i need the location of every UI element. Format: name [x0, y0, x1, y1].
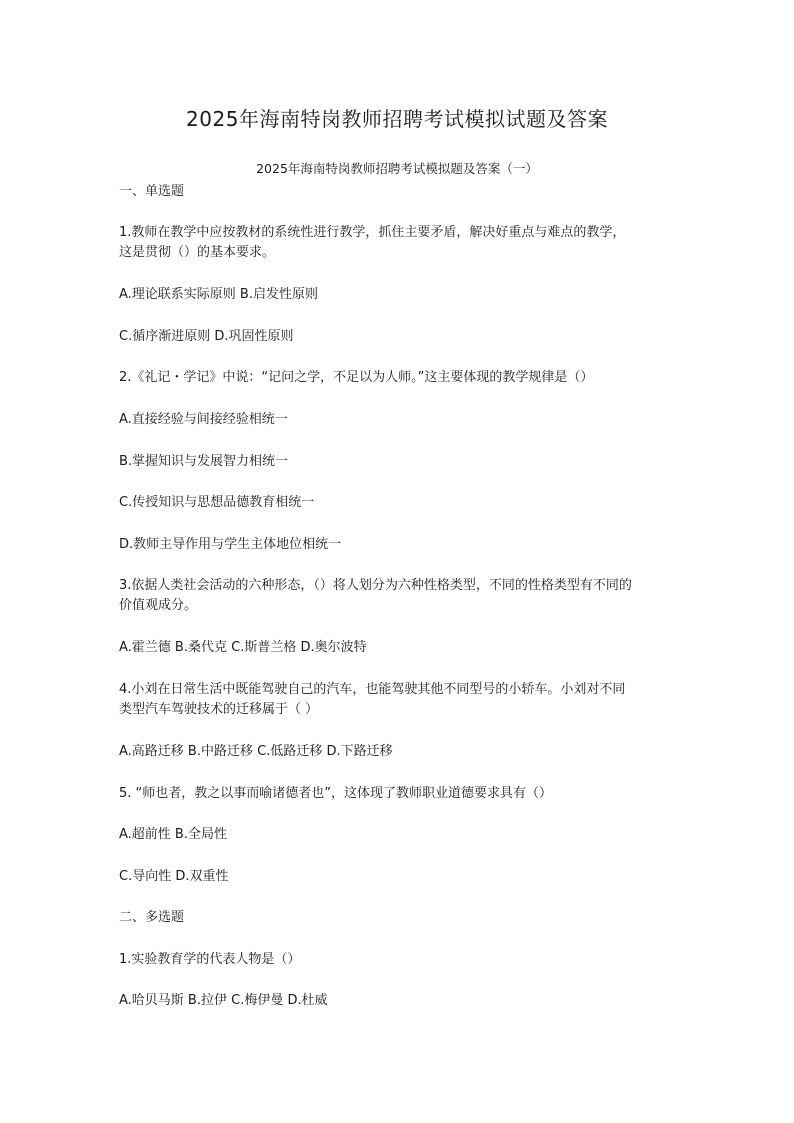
question-4-text-line-1: 4.小刘在日常生活中既能驾驶自己的汽车，也能驾驶其他不同型号的小轿车。小刘对不同 [119, 682, 626, 697]
section-heading-multiple-choice: 二、多选题 [119, 910, 185, 925]
document-title: 2025年海南特岗教师招聘考试模拟试题及答案 [186, 107, 608, 131]
multi-question-1-text: 1.实验教育学的代表人物是（） [119, 952, 301, 967]
question-2-option-b: B.掌握知识与发展智力相统一 [119, 454, 289, 469]
question-2-option-c: C.传授知识与思想品德教育相统一 [119, 495, 315, 510]
section-heading-single-choice: 一、单选题 [119, 184, 185, 199]
question-2-option-a: A.直接经验与间接经验相统一 [119, 412, 288, 427]
question-3-options: A.霍兰德 B.桑代克 C.斯普兰格 D.奥尔波特 [119, 640, 367, 655]
question-5-options-ab: A.超前性 B.全局性 [119, 827, 227, 842]
question-1-text-line-2: 这是贯彻（）的基本要求。 [119, 245, 276, 260]
question-5-options-cd: C.导向性 D.双重性 [119, 869, 229, 884]
question-2-option-d: D.教师主导作用与学生主体地位相统一 [119, 537, 342, 552]
document-subtitle: 2025年海南特岗教师招聘考试模拟题及答案（一） [256, 161, 538, 176]
multi-question-1-options: A.哈贝马斯 B.拉伊 C.梅伊曼 D.杜威 [119, 993, 328, 1008]
question-4-options: A.高路迁移 B.中路迁移 C.低路迁移 D.下路迁移 [119, 744, 393, 759]
question-1-options-cd: C.循序渐进原则 D.巩固性原则 [119, 329, 294, 344]
question-3-text-line-1: 3.依据人类社会活动的六种形态，（）将人划分为六种性格类型，不同的性格类型有不同的 [119, 578, 632, 593]
question-2-text: 2.《礼记・学记》中说：“记问之学，不足以为人师。”这主要体现的教学规律是（） [119, 370, 594, 385]
question-4-text-line-2: 类型汽车驾驶技术的迁移属于（ ） [119, 702, 319, 717]
question-1-text-line-1: 1.教师在教学中应按教材的系统性进行教学，抓住主要矛盾，解决好重点与难点的教学， [119, 225, 626, 240]
question-5-text: 5. “师也者，教之以事而喻诸德者也”，这体现了教师职业道德要求具有（） [119, 786, 553, 801]
question-3-text-line-2: 价值观成分。 [119, 598, 198, 613]
question-1-options-ab: A.理论联系实际原则 B.启发性原则 [119, 287, 318, 302]
